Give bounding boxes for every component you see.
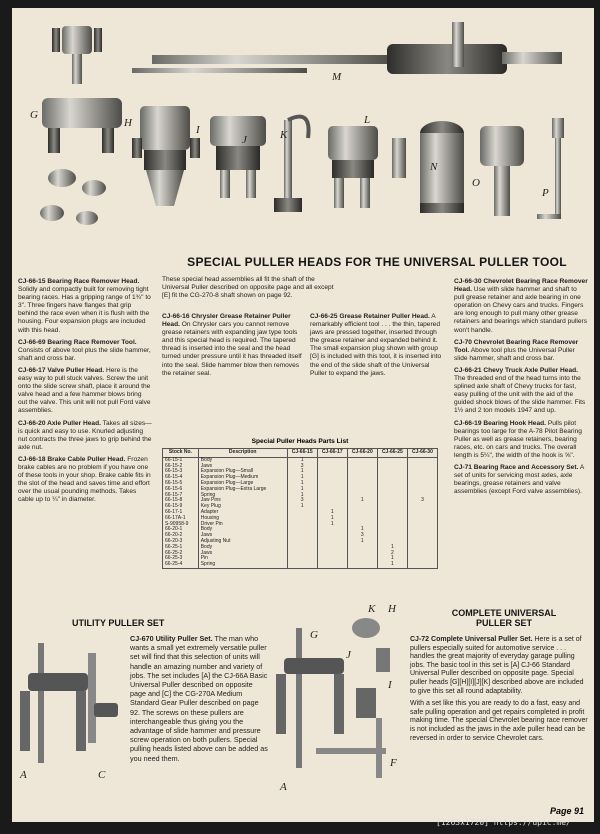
parts-cell: Adjusting Nut [198,539,287,545]
complete-heading: COMPLETE UNIVERSAL PULLER SET [451,608,557,628]
parts-cell: Adapter [198,510,287,516]
parts-cell: 1 [287,504,317,510]
parts-cell: 1 [377,556,407,562]
parts-cell: Driver Pin [198,522,287,528]
parts-cell: Spring [198,493,287,499]
parts-cell: Body [198,527,287,533]
parts-cell: 66-20-3 [163,539,199,545]
parts-cell: 1 [347,498,377,504]
complete-letter-a: A [280,781,287,793]
parts-cell: 3 [407,498,437,504]
desc-cj-66-18: CJ-66-18 Brake Cable Puller Head. Frozen brake cables are no problem if you have one of these tools in your shop. Brake cable fits in the slot of the head and saves time and effort over the usual pounding methods. Takes cable up to ¼" in diameter. [18,455,151,504]
parts-cell: 1 [377,545,407,551]
parts-cell: 3 [347,533,377,539]
puller-head-i-icon [210,116,266,198]
complete-letter-f: F [390,757,397,769]
parts-cell: 66-25-3 [163,556,199,562]
parts-header-cell: Description [198,449,287,458]
table-row [163,562,438,568]
parts-cell: 66-25-2 [163,551,199,557]
utility-letter-c: C [98,769,106,781]
parts-cell: Expansion Plug—Small [198,469,287,475]
parts-cell [347,562,377,568]
parts-cell: Body [198,457,287,463]
parts-cell: 1 [317,516,347,522]
letter-o: O [472,177,480,189]
parts-cell: 1 [287,457,317,463]
parts-cell: 66-25-1 [163,545,199,551]
complete-letter-g: G [310,629,318,641]
desc-cj-66-69: CJ-66-69 Bearing Race Remover Tool. Consists of above tool plus the slide hammer, shaft and cross bar. [18,338,151,362]
intro-text: These special head assemblies all fit the shaft of the Universal Puller described on opposite page and all except [E] fit the CG-270-8 shaft shown on page 92. [162,276,334,300]
parts-cell: 66-15-3 [163,469,199,475]
letter-p: P [542,187,549,199]
parts-header-cell: CJ-66-15 [287,449,317,458]
parts-cell [317,562,347,568]
parts-cell: 1 [287,493,317,499]
desc-cj-70: CJ-70 Chevrolet Bearing Race Remover Tool. Above tool plus the Universal Puller slide hammer, shaft and cross bar. [454,338,579,362]
parts-cell: 3 [287,464,317,470]
utility-letter-a: A [20,769,27,781]
watermark: [1263x1720] https://upic.me/ [436,818,571,827]
parts-cell [407,562,437,568]
parts-cell: 1 [287,481,317,487]
parts-cell: 1 [287,469,317,475]
parts-cell: 66-17-1 [163,510,199,516]
parts-header-cell: CJ-66-17 [317,449,347,458]
slide-shaft-icon [152,55,392,64]
parts-cell: 66-15-2 [163,464,199,470]
parts-cell: Expansion Plug—Large [198,481,287,487]
parts-cell: 66-17A-1 [163,516,199,522]
letter-n: N [430,161,438,173]
parts-cell: 66-15-6 [163,487,199,493]
parts-cell: 66-15-5 [163,481,199,487]
middle-column-2 [310,313,446,382]
parts-cell: 66-20-1 [163,527,199,533]
complete-letter-i: I [388,679,392,691]
parts-header-cell: CJ-66-25 [377,449,407,458]
utility-heading: UTILITY PULLER SET [72,618,165,628]
parts-cell: 1 [317,522,347,528]
parts-cell: Expansion Plug—Medium [198,475,287,481]
parts-cell [287,562,317,568]
desc-cj-66-30: CJ-66-30 Chevrolet Bearing Race Remover Head. Use with slide hammer and shaft to pull grease retainer and axle bearing in one operation on Chevy cars and trucks. Fingers are long enough to pull many other grease retainers and bearings which standard pullers won't handle. [454,278,588,334]
complete-description: CJ-72 Complete Universal Puller Set. Here is a set of pullers especially suited for automotive service . . . handles the great majority of everyday garage pulling jobs. The basic tool in this set is [A] CJ-66 Standard Universal Puller described on opposite page. Special puller heads [G][H][I][J][K] described above are included to give this set all round adaptability. With a set like this you are ready to do a fast, easy and safe pulling operation and get repairs completed in profit making time. The special Chevrolet bearing race remover is not included as the jaws in the axle puller head can be reversed in order to service Chevrolet cars. [410,636,588,742]
desc-cj-66-20: CJ-66-20 Axle Puller Head. Takes all sizes—is quick and easy to use. Knurled adjusting nut contracts the three jaws to grip behind the axle nut. [18,419,152,451]
desc-cj-66-25: CJ-66-25 Grease Retainer Puller Head. A remarkably efficient tool . . . the thin, tapered jaws are pressed together, inserted through the grease retainer and expanded behind it. The small expansion plug shown with group [G] is included with this tool, it is inserted into the end of the slide shaft of the Universal Puller to expand the jaws. [310,313,442,377]
puller-head-l-icon [328,126,406,208]
parts-cell: Spring [198,562,287,568]
parts-cell: 1 [317,510,347,516]
letter-l: L [364,114,371,126]
desc-cj-66-17: CJ-66-17 Valve Puller Head. Here is the easy way to pull stuck valves. Screw the unit onto the slide screw shaft, place it around the valve head and a few hammer blows bring out the valve. This unit will not pull Ford valve assemblies. [18,366,151,415]
slide-hammer-icon [387,44,507,74]
parts-cell: 1 [377,562,407,568]
cross-bar-icon [452,22,464,67]
parts-cell: 1 [287,487,317,493]
desc-cj-71: CJ-71 Bearing Race and Accessory Set. A set of units for servicing most axles, axle bearings, grease retainers and valve assemblies (except Ford valve assemblies). [454,463,584,496]
parts-header-cell: CJ-66-30 [407,449,437,458]
parts-cell: Jaws [198,464,287,470]
middle-column [162,313,304,382]
letter-i: I [196,124,200,136]
letter-m: M [332,71,342,83]
letter-g: G [30,109,38,121]
parts-cell: 1 [287,475,317,481]
parts-cell: 66-15-8 [163,498,199,504]
puller-head-h-icon [132,106,200,206]
letter-h: H [124,117,132,129]
desc-cj-66-15: CJ-66-15 Bearing Race Remover Head. Solidly and compactly built for removing tight bearing races. Has a gripping range of 1¾" to 3". Three fingers have flanges that grip behind the race even when it is flush with the housing. Four expansion plugs are included with this head. [18,278,151,334]
complete-letter-j: J [346,649,351,661]
parts-cell: 66-15-7 [163,493,199,499]
complete-letter-k: K [368,603,376,615]
parts-cell: Jaws [198,551,287,557]
parts-table [162,448,438,569]
parts-cell: Expansion Plug—Extra Large [198,487,287,493]
utility-description: CJ-670 Utility Puller Set. The man who wants a small yet extremely versatile puller set will find that this selection of units will handle an amazing number and variety of jobs. The set includes [A] the CJ-66A Basic Universal Puller described on opposite page and [C] the CG-270A Medium Standard Gear Puller described on page 92. The screws on these pullers are interchangeable thus giving you the advantage of slide hammer and pressure screw operation on both pullers. Special pulling heads listed above can be added as you need them. [130,634,268,763]
parts-cell: Jaws [198,533,287,539]
section-headline: SPECIAL PULLER HEADS FOR THE UNIVERSAL PULLER TOOL [187,255,567,269]
complete-letter-h: H [388,603,396,615]
parts-cell: Housing [198,516,287,522]
parts-header-cell: Stock No. [163,449,199,458]
letter-k: K [280,129,288,141]
parts-cell: S-90958-9 [163,522,199,528]
parts-cell: Body [198,545,287,551]
right-column [454,278,588,500]
parts-cell: 66-25-4 [163,562,199,568]
page-number: Page 91 [549,806,584,816]
left-column [18,278,152,508]
parts-header-cell: CJ-66-20 [347,449,377,458]
parts-cell: 66-15-1 [163,457,199,463]
parts-cell: 3 [287,498,317,504]
parts-cell: 2 [377,551,407,557]
desc-cj-66-16: CJ-66-16 Chrysler Grease Retainer Puller Head. On Chrysler cars you cannot remove grease retainers with expanding jaw type tools and this special head is required. The tapered thread is inserted into the seal and the head turned under pressure until it has threaded itself into the seal. Slide hammer blow then removes the retainer seal. [162,313,302,377]
parts-cell: 1 [347,539,377,545]
puller-head-o-icon [480,126,524,216]
parts-cell: Jaw Pins [198,498,287,504]
parts-cell: 66-15-4 [163,475,199,481]
puller-head-n-icon [420,121,464,213]
parts-cell: 66-20-2 [163,533,199,539]
parts-cell: 66-15-9 [163,504,199,510]
parts-table-title: Special Puller Heads Parts List [251,438,349,445]
tool-illustration [12,8,594,248]
puller-head-p-icon [537,118,564,219]
desc-cj-66-19: CJ-66-19 Bearing Hook Head. Pulls pilot bearings too large for the A-78 Pilot Bearing Puller as well as grease retainers, bearing races, etc. on cars and trucks. The overall length is 5¼", the width of the hook is ⅝". [454,419,582,459]
parts-cell: Pin [198,556,287,562]
parts-cell: Key Plug [198,504,287,510]
catalog-page [12,8,594,822]
desc-cj-66-21: CJ-66-21 Chevy Truck Axle Puller Head. The threaded end of the head turns into the splined axle shaft of Chevy trucks for fast, easy pulling of the unit with the aid of the guided shock blows of the slide hammer. Fits 1½ and 2 ton models 1947 and up. [454,366,586,415]
puller-head-g-icon [40,26,122,225]
letter-j: J [242,134,247,146]
parts-cell: 1 [347,527,377,533]
utility-set-illustration [18,633,124,783]
complete-set-illustration [276,598,404,798]
